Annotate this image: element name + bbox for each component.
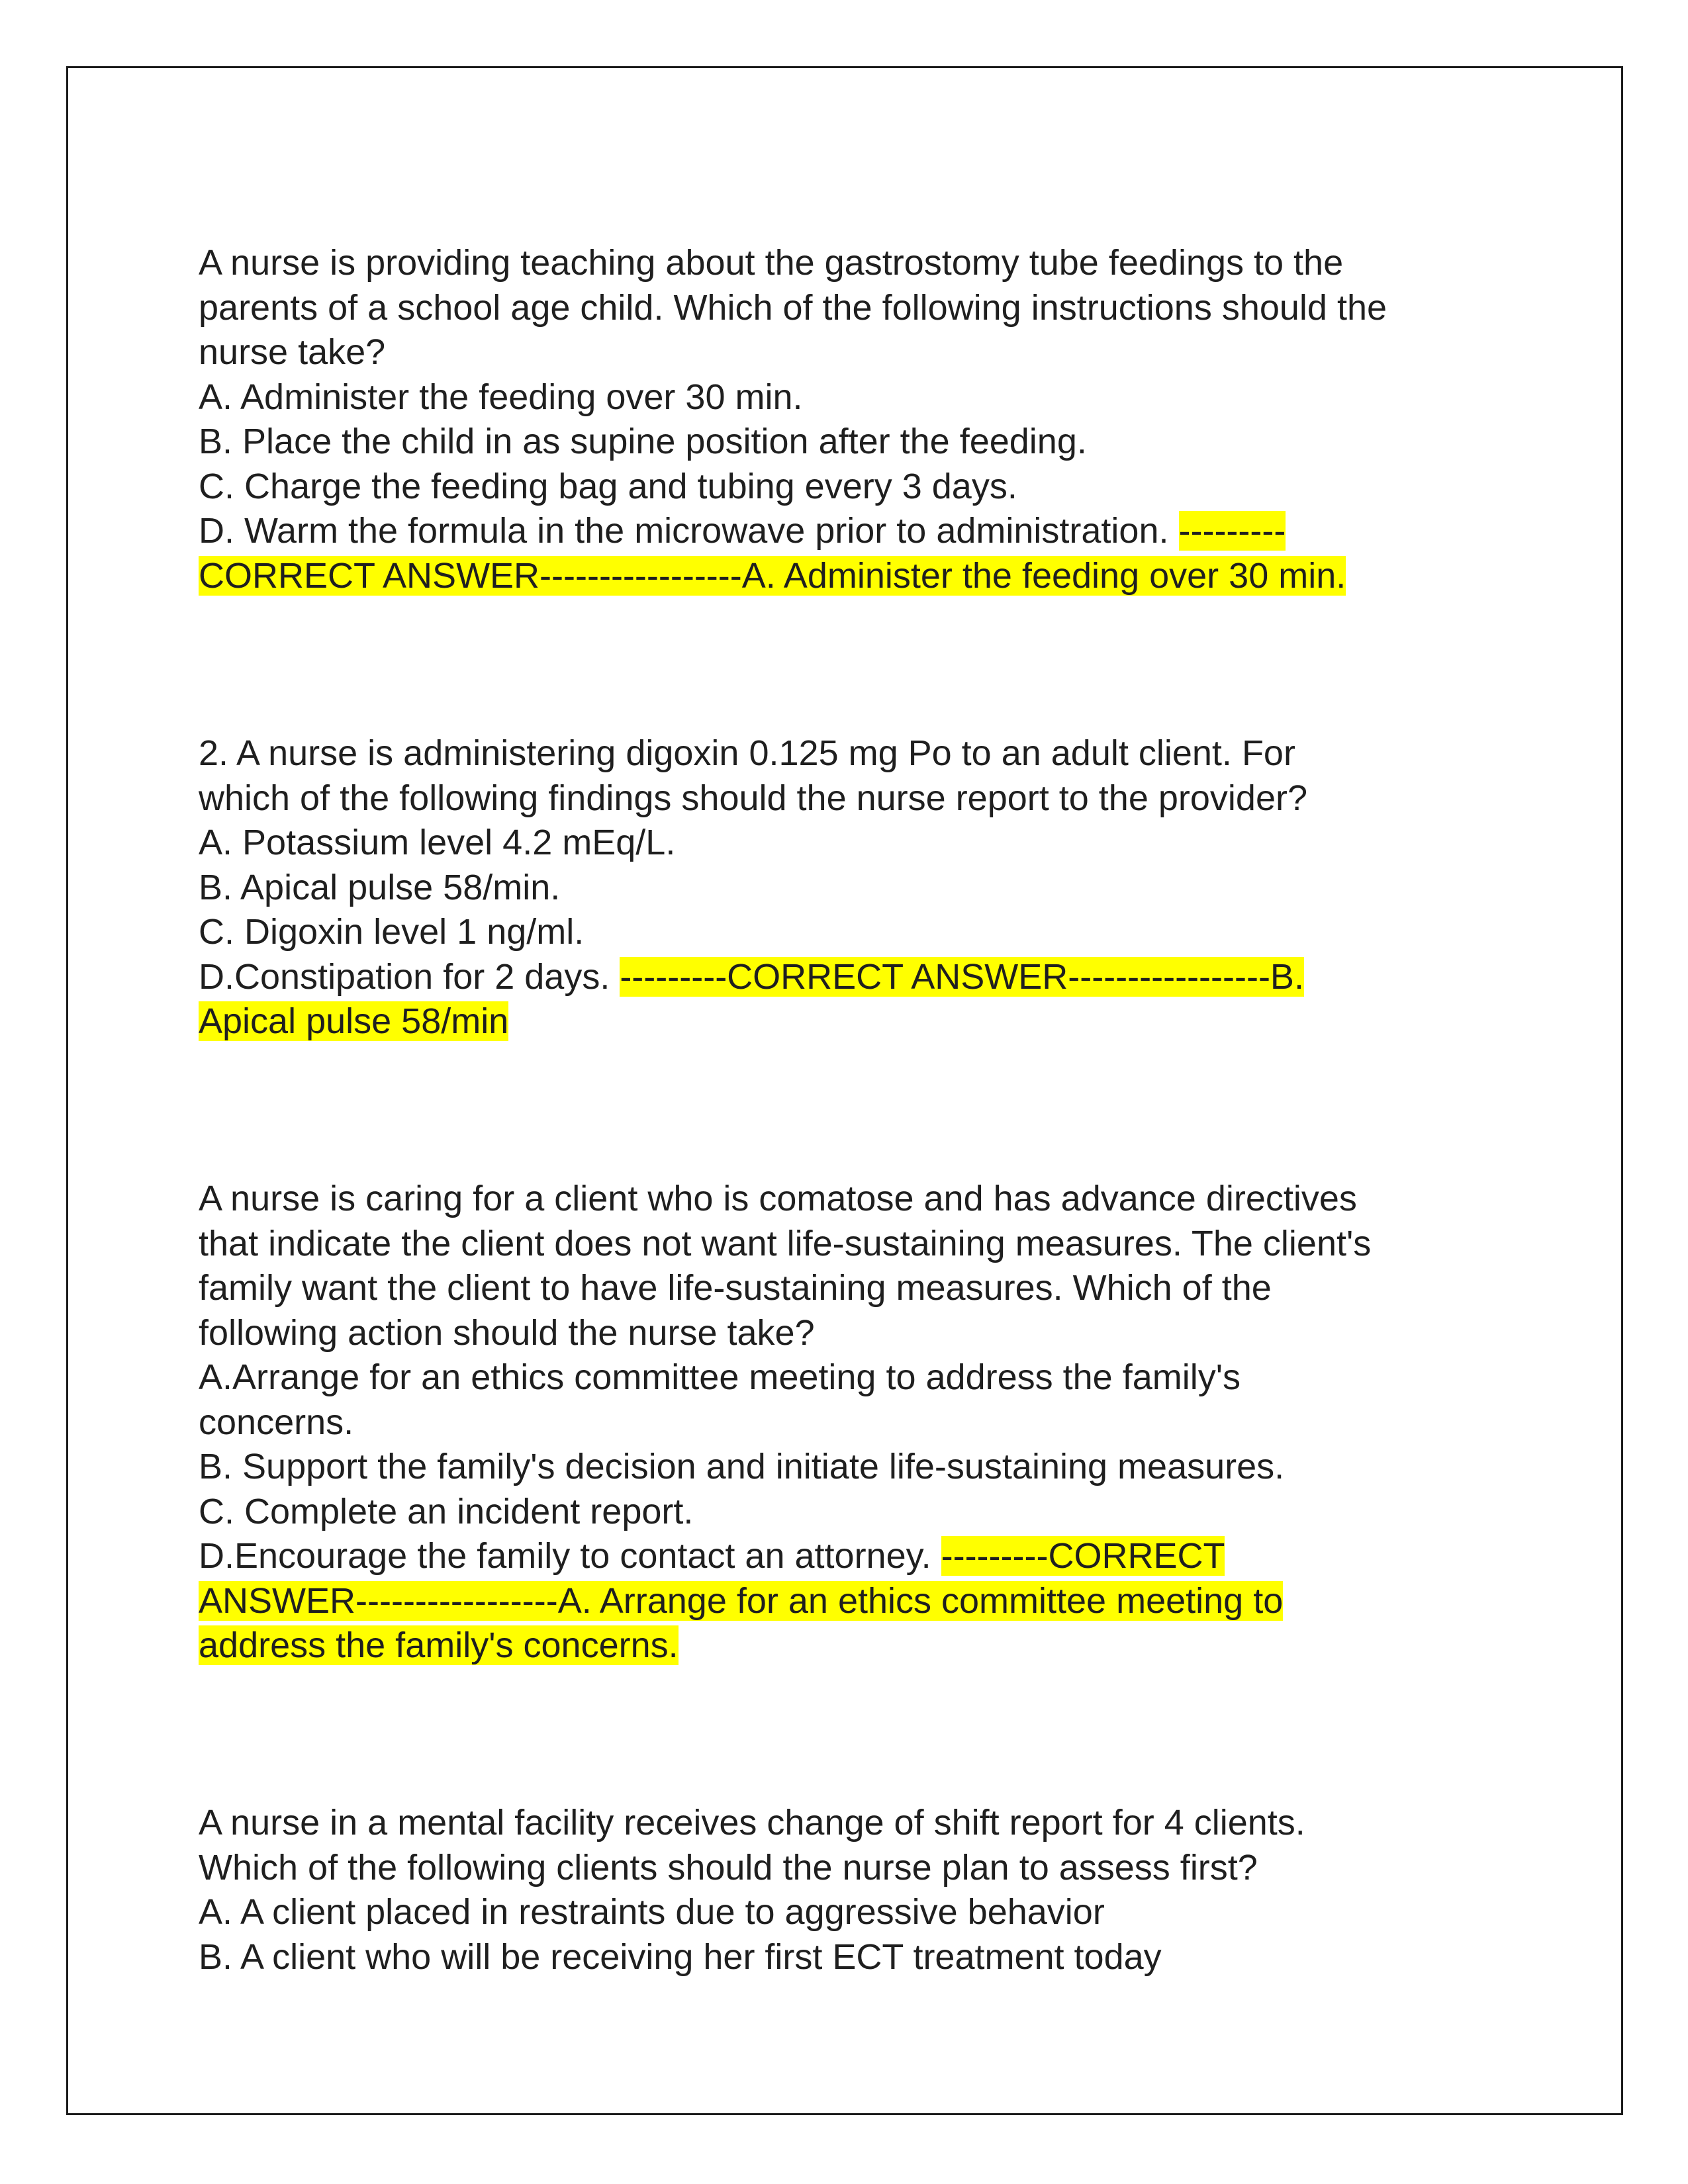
question-3 [199,1177,1496,1668]
question-stem-line: Which of the following clients should the nurse plan to assess first? [199,1847,1258,1888]
correct-answer-line [199,1579,1496,1624]
answer-option: A. Potassium level 4.2 mEq/L. [199,823,676,862]
question-stem-line: following action should the nurse take? [199,1312,815,1353]
answer-option: C. Complete an incident report. [199,1491,694,1531]
question-4 [199,1801,1496,1979]
correct-answer-highlight: Apical pulse 58/min [199,1001,509,1041]
question-stem-line: that indicate the client does not want life-sustaining measures. The client's [199,1223,1372,1263]
answer-option: B. Support the family's decision and initiate life-sustaining measures. [199,1447,1285,1486]
answer-option: concerns. [199,1402,354,1442]
answer-option: B. A client who will be receiving her first ECT treatment today [199,1936,1162,1977]
answer-option: B. Apical pulse 58/min. [199,867,561,907]
question-stem-line: which of the following findings should the nurse report to the provider? [199,778,1308,818]
correct-answer-highlight: ---------CORRECT ANSWER-----------------B. [620,956,1304,997]
question-stem-line: A nurse is providing teaching about the gastrostomy tube feedings to the [199,243,1344,283]
question-stem-line: 2. A nurse is administering digoxin 0.125 mg Po to an adult client. For [199,733,1295,773]
correct-answer-highlight: --------- [1178,511,1286,551]
question-stem-line: family want the client to have life-sustaining measures. Which of the [199,1268,1272,1308]
answer-option: A. Administer the feeding over 30 min. [199,377,803,417]
option-text: D. Warm the formula in the microwave prior to administration. [199,511,1179,551]
question-1 [199,241,1496,598]
question-2 [199,731,1496,1044]
correct-answer-highlight: ---------CORRECT [941,1536,1225,1576]
correct-answer-line [199,1623,1496,1668]
question-stem-line: nurse take? [199,332,386,372]
correct-answer-highlight: ANSWER-----------------A. Arrange for an ethics committee meeting to [199,1580,1284,1621]
question-stem-line: A nurse in a mental facility receives change of shift report for 4 clients. [199,1803,1305,1843]
answer-option: A. A client placed in restraints due to aggressive behavior [199,1892,1105,1932]
answer-option-last [199,509,1496,554]
option-text: D.Encourage the family to contact an attorney. [199,1536,941,1576]
answer-option: B. Place the child in as supine position after the feeding. [199,422,1087,461]
correct-answer-line [199,554,1496,599]
answer-option-last [199,1534,1496,1579]
correct-answer-highlight: CORRECT ANSWER-----------------A. Administer the feeding over 30 min. [199,555,1346,596]
answer-option: A.Arrange for an ethics committee meeting to address the family's [199,1357,1241,1397]
answer-option-last [199,955,1496,1000]
question-stem-line: parents of a school age child. Which of the following instructions should the [199,287,1387,328]
question-stem-line: A nurse is caring for a client who is comatose and has advance directives [199,1179,1357,1218]
option-text: D.Constipation for 2 days. [199,956,620,997]
correct-answer-line [199,999,1496,1044]
correct-answer-highlight: address the family's concerns. [199,1625,679,1665]
answer-option: C. Charge the feeding bag and tubing every 3 days. [199,466,1017,506]
answer-option: C. Digoxin level 1 ng/ml. [199,912,585,952]
